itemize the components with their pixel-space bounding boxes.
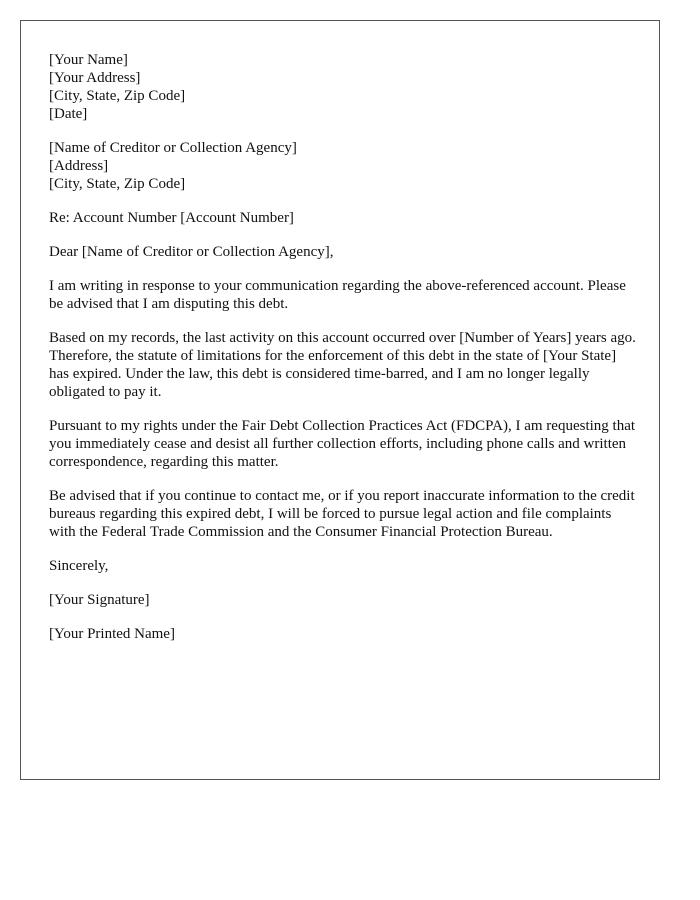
printed-name-block <box>49 625 639 643</box>
letter-page <box>20 20 660 780</box>
salutation: Dear [Name of Creditor or Collection Agency], <box>49 244 334 260</box>
closing: Sincerely, <box>49 558 109 574</box>
re-account-number: Re: Account Number [Account Number] <box>49 210 294 226</box>
salutation-block <box>49 243 639 261</box>
sender-address: [Your Address] <box>49 70 141 86</box>
paragraph-legal-warning: Be advised that if you continue to contact me, or if you report inaccurate information to the credit bureaus regarding this expired debt, I will be forced to pursue legal action and file complaints with the Federal Trade Commission and the Consumer Financial Protection Bureau. <box>49 488 635 540</box>
sender-city-state-zip: [City, State, Zip Code] <box>49 88 186 104</box>
sender-name: [Your Name] <box>49 52 128 68</box>
signature-block <box>49 591 639 609</box>
letter-date: [Date] <box>49 106 88 122</box>
letter-body <box>49 51 639 659</box>
paragraph-fdcpa-request: Pursuant to my rights under the Fair Debt Collection Practices Act (FDCPA), I am requesting that you immediately cease and desist all further collection efforts, including phone calls and written correspondence, regarding this matter. <box>49 418 636 470</box>
reference-line <box>49 209 639 227</box>
signature: [Your Signature] <box>49 592 150 608</box>
closing-block <box>49 557 639 575</box>
recipient-name: [Name of Creditor or Collection Agency] <box>49 140 297 156</box>
sender-block <box>49 51 639 123</box>
recipient-address: [Address] <box>49 158 109 174</box>
paragraph-statute-of-limitations: Based on my records, the last activity on this account occurred over [Number of Years] years ago. Therefore, the statute of limitations for the enforcement of this debt in the state of [Your State] has expired. Under the law, this debt is considered time-barred, and I am no longer legally obligated to pay it. <box>49 330 636 400</box>
recipient-city-state-zip: [City, State, Zip Code] <box>49 176 186 192</box>
printed-name: [Your Printed Name] <box>49 626 175 642</box>
paragraph-dispute: I am writing in response to your communication regarding the above-referenced account. Please be advised that I am disputing this debt. <box>49 278 626 312</box>
recipient-block <box>49 139 639 193</box>
